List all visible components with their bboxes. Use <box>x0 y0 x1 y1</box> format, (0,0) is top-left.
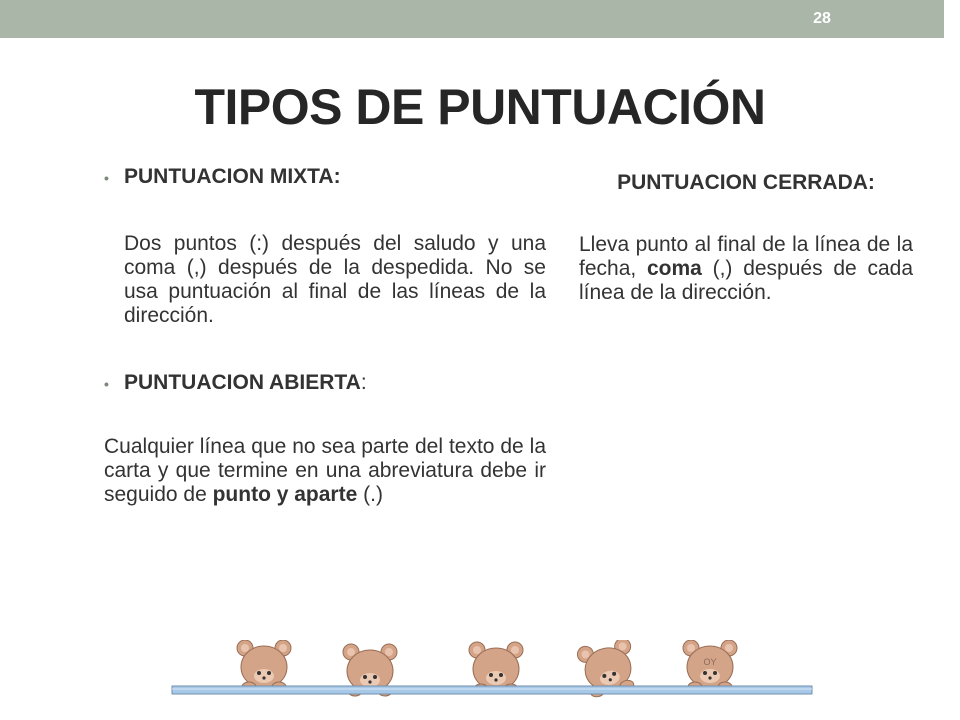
cerrada-paragraph <box>579 233 913 305</box>
bullet-mixta <box>104 165 546 189</box>
cerrada-heading: PUNTUACION CERRADA: <box>617 171 875 194</box>
left-column <box>104 165 546 507</box>
abierta-paragraph <box>104 435 546 507</box>
bullet-abierta <box>104 371 546 395</box>
cerrada-bold: coma <box>646 257 702 280</box>
right-column <box>579 170 913 305</box>
cerrada-text-b: (,) después de cada línea de la dirección. <box>579 257 914 304</box>
bear-1 <box>237 640 291 692</box>
abierta-colon: : <box>360 371 367 394</box>
abierta-text-b: (.) <box>357 483 383 506</box>
bullet-dot: • <box>104 170 109 186</box>
slide-number: 28 <box>813 10 831 27</box>
shelf <box>172 686 812 694</box>
abierta-heading: PUNTUACION ABIERTA <box>124 371 361 394</box>
bear-badge: OY <box>703 657 717 667</box>
mixta-heading: PUNTUACION MIXTA: <box>124 165 341 188</box>
mixta-paragraph: Dos puntos (:) después del saludo y una coma (,) después de la despedida. No se usa puntuación al final de las líneas de la dirección. <box>124 232 546 327</box>
cerrada-text-a: Lleva punto al final de la línea de la fecha, <box>579 233 913 280</box>
bear-5 <box>683 640 737 692</box>
abierta-text-a: Cualquier línea que no sea parte del texto de la carta y que termine en una abreviatura debe ir seguido de <box>104 435 546 506</box>
abierta-bold: punto y aparte <box>212 483 358 506</box>
bullet-dot: • <box>104 376 109 392</box>
bears-decoration <box>170 640 814 700</box>
slide-title: TIPOS DE PUNTUACIÓN <box>194 79 766 135</box>
